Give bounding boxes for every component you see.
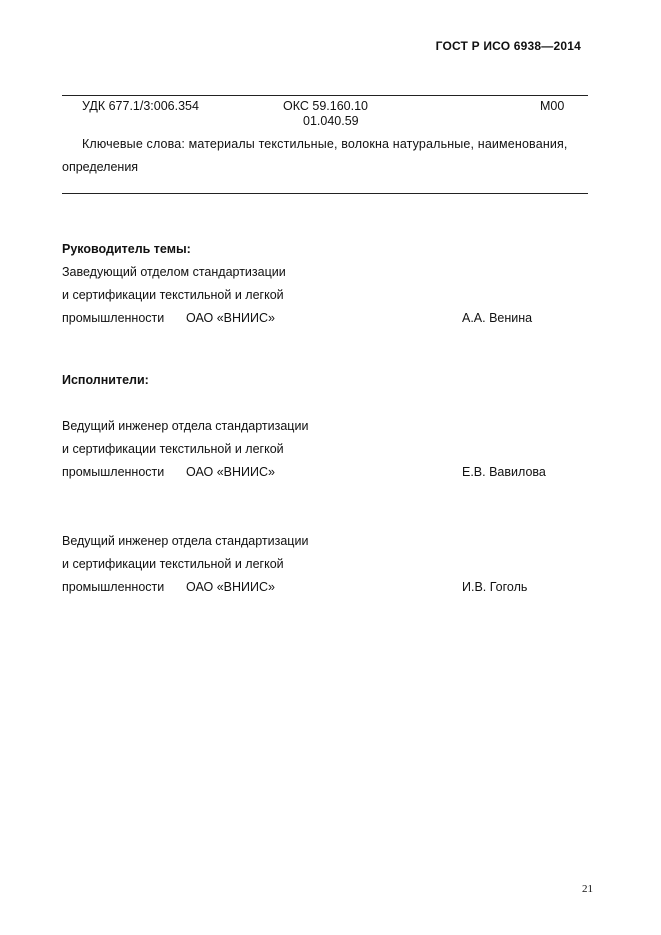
performers-heading: Исполнители: <box>62 373 149 387</box>
performer-1-name: Е.В. Вавилова <box>462 465 546 479</box>
performer-2-name: И.В. Гоголь <box>462 580 528 594</box>
performer-2-position-line2: и сертификации текстильной и легкой <box>62 557 284 571</box>
leader-position-line2: и сертификации текстильной и легкой <box>62 288 284 302</box>
performer-2-organization: ОАО «ВНИИС» <box>186 580 275 594</box>
keywords-line2: определения <box>62 160 139 174</box>
performer-1-position-line3: промышленности <box>62 465 165 479</box>
leader-heading: Руководитель темы: <box>62 242 191 256</box>
document-header: ГОСТ Р ИСО 6938—2014 <box>435 39 581 53</box>
performer-1-position-line1: Ведущий инженер отдела стандартизации <box>62 419 309 433</box>
leader-position-line3: промышленности <box>62 311 165 325</box>
leader-position-line1: Заведующий отделом стандартизации <box>62 265 286 279</box>
oks-code-line1: ОКС 59.160.10 <box>283 99 368 113</box>
classification-code: М00 <box>540 99 565 113</box>
bottom-divider <box>62 193 588 194</box>
performer-2-position-line1: Ведущий инженер отдела стандартизации <box>62 534 309 548</box>
performer-1-position-line2: и сертификации текстильной и легкой <box>62 442 284 456</box>
page-number: 21 <box>582 883 593 895</box>
leader-name: А.А. Венина <box>462 311 533 325</box>
top-divider <box>62 95 588 96</box>
leader-organization: ОАО «ВНИИС» <box>186 311 275 325</box>
performer-2-position-line3: промышленности <box>62 580 165 594</box>
udk-code: УДК 677.1/3:006.354 <box>82 99 199 113</box>
keywords-line1: Ключевые слова: материалы текстильные, волокна натуральные, наименования, <box>82 137 568 151</box>
performer-1-organization: ОАО «ВНИИС» <box>186 465 275 479</box>
oks-code-line2: 01.040.59 <box>303 114 359 128</box>
